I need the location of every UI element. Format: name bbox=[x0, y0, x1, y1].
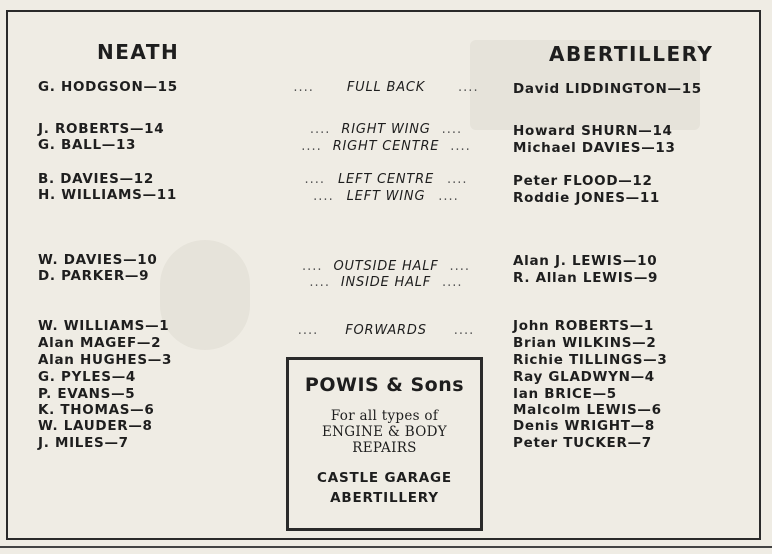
away-player: Malcolm LEWIS—6 bbox=[513, 402, 662, 418]
away-player: John ROBERTS—1 bbox=[513, 318, 655, 334]
advert-title: POWIS & Sons bbox=[304, 374, 465, 396]
leader-dots: .... bbox=[450, 139, 471, 154]
leader-dots: .... bbox=[458, 80, 479, 95]
leader-dots: .... bbox=[301, 259, 323, 274]
home-team-title: NEATH bbox=[97, 40, 180, 64]
away-player: Peter FLOOD—12 bbox=[513, 173, 653, 189]
position-label bbox=[256, 138, 516, 155]
advert-footer-line: CASTLE GARAGE bbox=[317, 470, 452, 486]
home-player: G. HODGSON—15 bbox=[38, 79, 178, 95]
away-player: Alan J. LEWIS—10 bbox=[513, 253, 658, 269]
home-player: J. ROBERTS—14 bbox=[38, 121, 165, 137]
bottom-rule bbox=[0, 546, 772, 548]
position-text: OUTSIDE HALF bbox=[333, 259, 439, 274]
position-label bbox=[256, 79, 516, 96]
advert-body-line: For all types of bbox=[330, 408, 439, 424]
position-label bbox=[256, 322, 516, 339]
leader-dots: .... bbox=[453, 323, 475, 338]
advert-box bbox=[286, 357, 483, 531]
advert-footer-line: ABERTILLERY bbox=[330, 490, 439, 506]
home-player: P. EVANS—5 bbox=[38, 386, 136, 402]
away-player: Roddie JONES—11 bbox=[513, 190, 661, 206]
home-player: B. DAVIES—12 bbox=[38, 171, 154, 187]
leader-dots: .... bbox=[293, 80, 314, 95]
away-team-title: ABERTILLERY bbox=[549, 42, 714, 66]
away-player: Howard SHURN—14 bbox=[513, 123, 673, 139]
home-player: J. MILES—7 bbox=[38, 435, 129, 451]
position-label bbox=[256, 274, 516, 291]
away-player: Brian WILKINS—2 bbox=[513, 335, 657, 351]
leader-dots: .... bbox=[304, 172, 326, 187]
leader-dots: .... bbox=[309, 122, 331, 137]
away-player: R. Allan LEWIS—9 bbox=[513, 270, 659, 286]
home-player: Alan MAGEF—2 bbox=[38, 335, 162, 351]
leader-dots: .... bbox=[441, 122, 463, 137]
position-label bbox=[256, 171, 516, 188]
advert-body bbox=[289, 408, 480, 456]
away-player: Ray GLADWYN—4 bbox=[513, 369, 655, 385]
position-label bbox=[256, 188, 516, 205]
position-label bbox=[256, 258, 516, 275]
leader-dots: .... bbox=[313, 189, 334, 204]
position-text: LEFT CENTRE bbox=[337, 172, 434, 187]
home-player: D. PARKER—9 bbox=[38, 268, 150, 284]
home-player: H. WILLIAMS—11 bbox=[38, 187, 177, 203]
home-player: G. BALL—13 bbox=[38, 137, 137, 153]
away-player: Richie TILLINGS—3 bbox=[513, 352, 668, 368]
home-player: W. DAVIES—10 bbox=[38, 252, 158, 268]
leader-dots: .... bbox=[449, 259, 471, 274]
away-player: Denis WRIGHT—8 bbox=[513, 418, 655, 434]
position-text: RIGHT WING bbox=[341, 122, 431, 137]
position-text: FORWARDS bbox=[345, 323, 427, 338]
leader-dots: .... bbox=[309, 275, 330, 290]
leader-dots: .... bbox=[301, 139, 322, 154]
position-text: INSIDE HALF bbox=[340, 275, 432, 290]
leader-dots: .... bbox=[438, 189, 459, 204]
home-player: W. LAUDER—8 bbox=[38, 418, 153, 434]
position-text: LEFT WING bbox=[346, 189, 426, 204]
home-player: K. THOMAS—6 bbox=[38, 402, 155, 418]
position-text: RIGHT CENTRE bbox=[332, 139, 440, 154]
away-player: David LIDDINGTON—15 bbox=[513, 81, 702, 97]
advert-body-line: REPAIRS bbox=[352, 440, 417, 456]
advert-body-line: ENGINE & BODY bbox=[322, 424, 447, 440]
advert-footer bbox=[289, 468, 480, 508]
leader-dots: .... bbox=[442, 275, 463, 290]
leader-dots: .... bbox=[297, 323, 319, 338]
away-player: Michael DAVIES—13 bbox=[513, 140, 676, 156]
home-player: W. WILLIAMS—1 bbox=[38, 318, 170, 334]
home-player: Alan HUGHES—3 bbox=[38, 352, 173, 368]
position-text: FULL BACK bbox=[346, 80, 426, 95]
home-player: G. PYLES—4 bbox=[38, 369, 137, 385]
leader-dots: .... bbox=[446, 172, 468, 187]
position-label bbox=[256, 121, 516, 138]
away-player: Peter TUCKER—7 bbox=[513, 435, 652, 451]
away-player: Ian BRICE—5 bbox=[513, 386, 617, 402]
